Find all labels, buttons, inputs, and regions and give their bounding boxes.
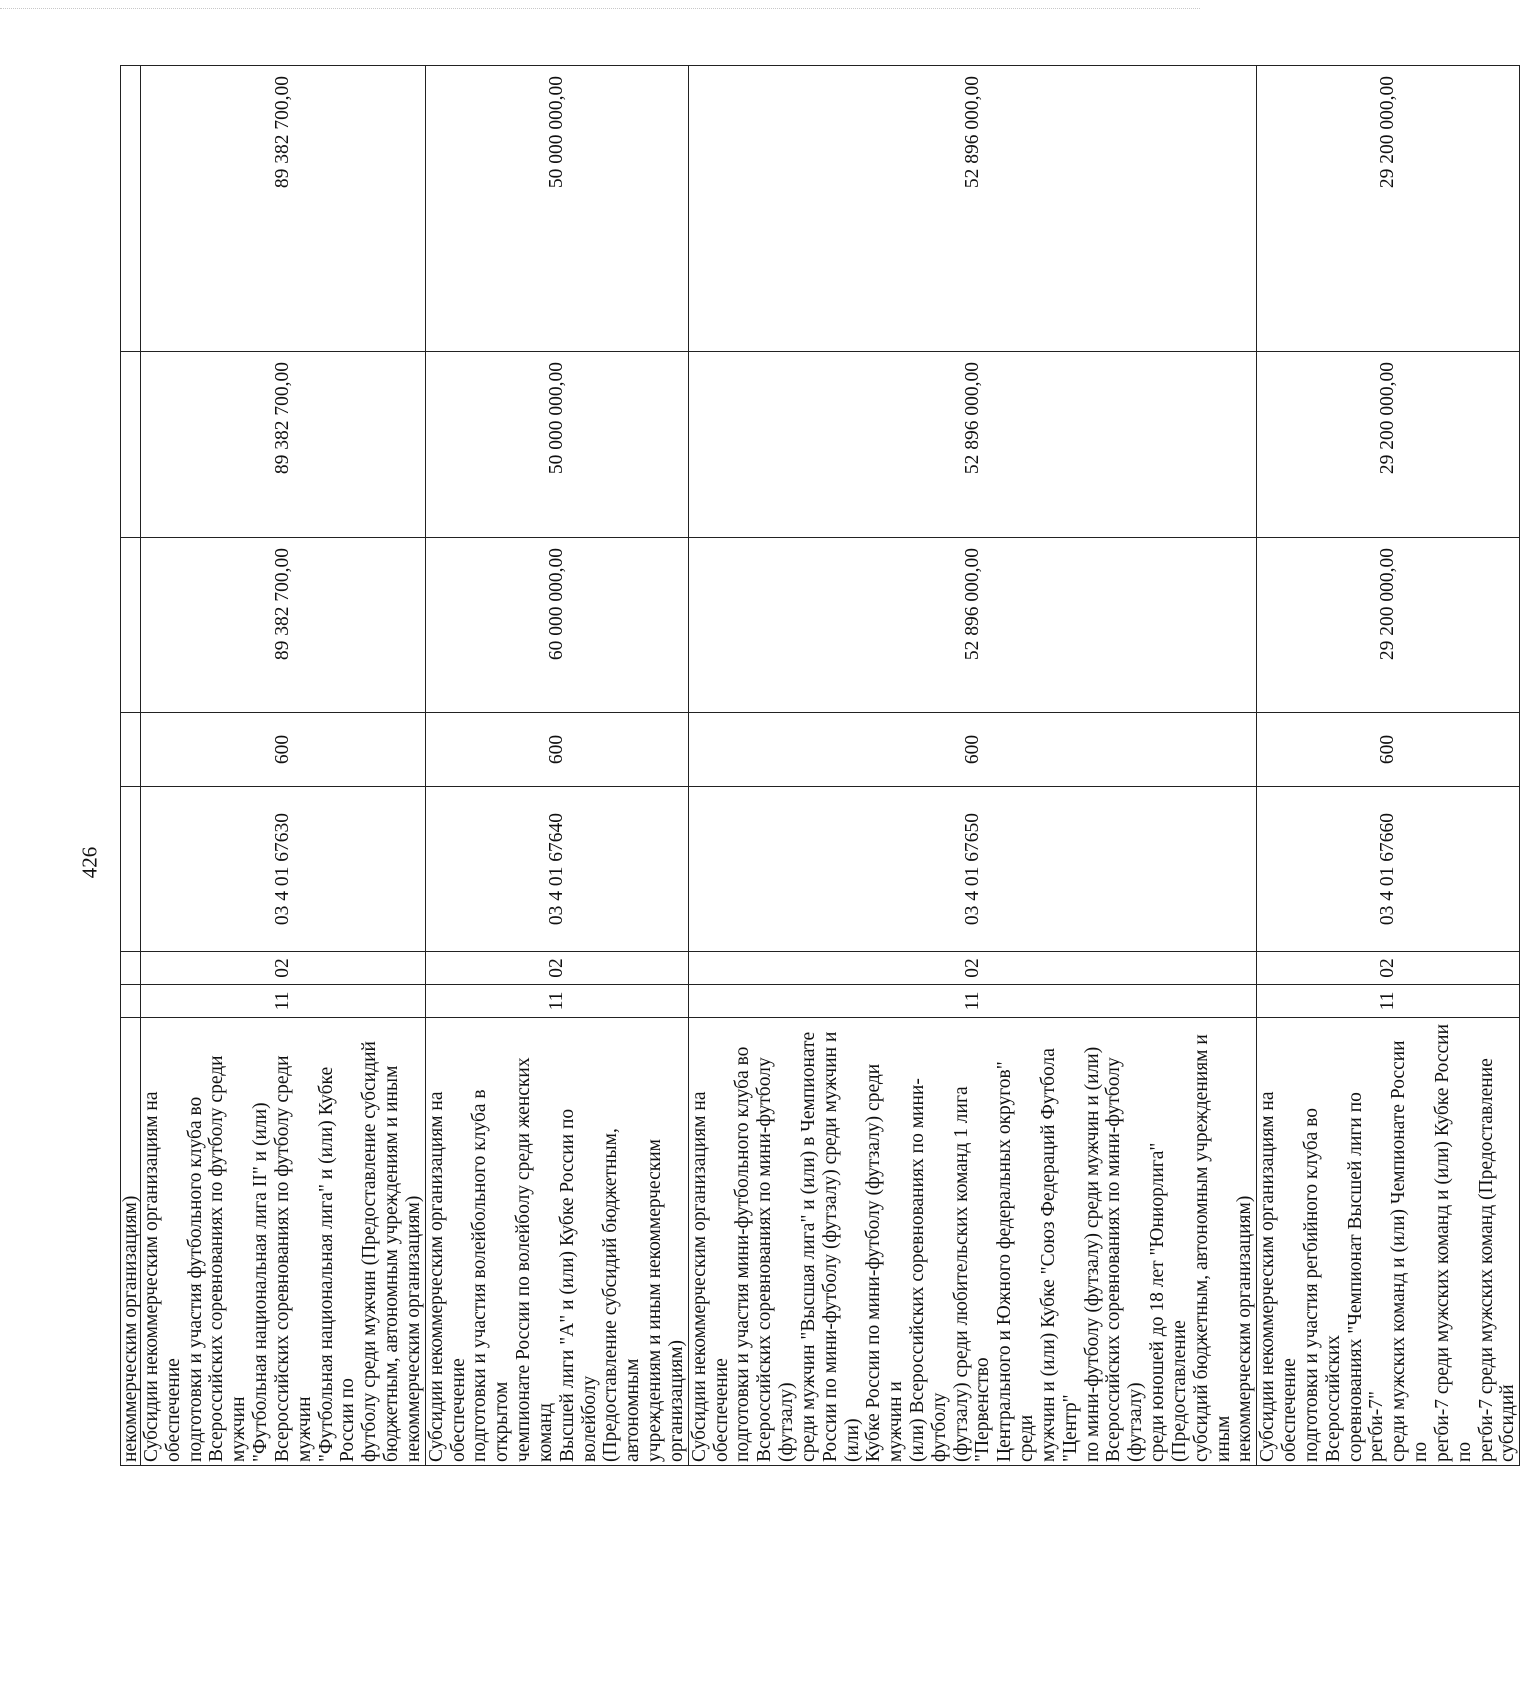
expense-type-cell: 600 bbox=[425, 713, 688, 787]
expense-type-cell: 600 bbox=[141, 713, 426, 787]
amount-1-cell: 89 382 700,00 bbox=[141, 538, 426, 713]
table-row-header-continuation bbox=[121, 66, 141, 1466]
subsection-cell bbox=[121, 952, 141, 985]
table-row bbox=[425, 66, 688, 1466]
target-code-cell bbox=[121, 787, 141, 952]
amount-2-cell bbox=[121, 352, 141, 538]
description-text: Субсидии некоммерческим организациям на обеспечение подготовки и участия футбольного клуба во Всероссийских соревнованиях по футболу среди мужчин "Футбольная национальная лига II" и (или) Всероссийских соревнованиях по футболу среди мужчин "Футбольная национальная лига" и (или) Кубке России по футболу среди мужчин (Предоставление субсидий бюджетным, автономным учреждениям и иным некоммерческим организациям) bbox=[141, 1041, 424, 1462]
section-cell: 11 bbox=[141, 985, 426, 1018]
amount-3-cell bbox=[121, 66, 141, 352]
table-row bbox=[1257, 66, 1520, 1466]
expense-type-cell: 600 bbox=[1257, 713, 1520, 787]
amount-3-cell: 52 896 000,00 bbox=[688, 66, 1257, 352]
target-code-cell: 03 4 01 67660 bbox=[1257, 787, 1520, 952]
description-text: Субсидии некоммерческим организациям на обеспечение подготовки и участия волейбольного клуба в открытом чемпионате России по волейболу среди женских команд Высшей лиги "А" и (или) Кубке России по волейболу (Предоставление субсидий бюджетным, автономным учреждениям и иным некоммерческим организациям) bbox=[425, 1057, 687, 1462]
amount-1-cell bbox=[121, 538, 141, 713]
description-text: Субсидии некоммерческим организациям на обеспечение подготовки и участия регбийного клуба во Всероссийских соревнованиях "Чемпионат Высшей лиги по регби-7" среди мужских команд и (или) Чемпионате России по регби-7 среди мужских команд и (или) Кубке России по регби-7 среди мужских команд (Предоставление субсидий bbox=[1257, 1023, 1519, 1462]
amount-2-cell: 89 382 700,00 bbox=[141, 352, 426, 538]
expense-type-cell: 600 bbox=[688, 713, 1257, 787]
target-code-cell: 03 4 01 67630 bbox=[141, 787, 426, 952]
amount-1-cell: 52 896 000,00 bbox=[688, 538, 1257, 713]
description-cell bbox=[141, 1018, 426, 1466]
amount-2-cell: 50 000 000,00 bbox=[425, 352, 688, 538]
amount-2-cell: 29 200 000,00 bbox=[1257, 352, 1520, 538]
table-row bbox=[141, 66, 426, 1466]
amount-2-cell: 52 896 000,00 bbox=[688, 352, 1257, 538]
description-cell bbox=[425, 1018, 688, 1466]
subsection-cell: 02 bbox=[1257, 952, 1520, 985]
description-text: Субсидии некоммерческим организациям на обеспечение подготовки и участия мини-футбольного клуба во Всероссийских соревнованиях по мини-футболу (футзалу) среди мужчин "Высшая лига" и (или) в Чемпионате России по мини-футболу (футзалу) среди мужчин и (или) Кубке России по мини-футболу (футзалу) среди мужчин и (или) Всероссийских соревнованиях по мини-футболу (футзалу) среди любительских команд 1 лига "Первенство Центрального и Южного федеральных округов" среди мужчин и (или) Кубке "Союз Федераций Футбола "Центр" по мини-футболу (футзалу) среди мужчин и (или) Всероссийских соревнованиях по мини-футболу (футзалу) среди юношей до 18 лет "Юниорлига" (Предоставление субсидий бюджетным, автономным учреждениям и иным некоммерческим организациям) bbox=[688, 1031, 1256, 1462]
description-cell bbox=[688, 1018, 1257, 1466]
subsection-cell: 02 bbox=[425, 952, 688, 985]
expense-type-cell bbox=[121, 713, 141, 787]
section-cell: 11 bbox=[425, 985, 688, 1018]
amount-3-cell: 89 382 700,00 bbox=[141, 66, 426, 352]
subsection-cell: 02 bbox=[688, 952, 1257, 985]
target-code-cell: 03 4 01 67640 bbox=[425, 787, 688, 952]
table-row bbox=[688, 66, 1257, 1466]
budget-table bbox=[120, 65, 1520, 1466]
amount-3-cell: 29 200 000,00 bbox=[1257, 66, 1520, 352]
target-code-cell: 03 4 01 67650 bbox=[688, 787, 1257, 952]
description-cell bbox=[1257, 1018, 1520, 1466]
rotated-table-sheet bbox=[120, 66, 1519, 1466]
section-cell bbox=[121, 985, 141, 1018]
amount-1-cell: 29 200 000,00 bbox=[1257, 538, 1520, 713]
page-number bbox=[70, 838, 110, 888]
subsection-cell: 02 bbox=[141, 952, 426, 985]
section-cell: 11 bbox=[688, 985, 1257, 1018]
section-cell: 11 bbox=[1257, 985, 1520, 1018]
amount-3-cell: 50 000 000,00 bbox=[425, 66, 688, 352]
scan-edge-line bbox=[0, 8, 1200, 9]
amount-1-cell: 60 000 000,00 bbox=[425, 538, 688, 713]
description-cell: некоммерческим организациям) bbox=[121, 1018, 141, 1466]
page-number-text: 426 bbox=[77, 846, 102, 879]
